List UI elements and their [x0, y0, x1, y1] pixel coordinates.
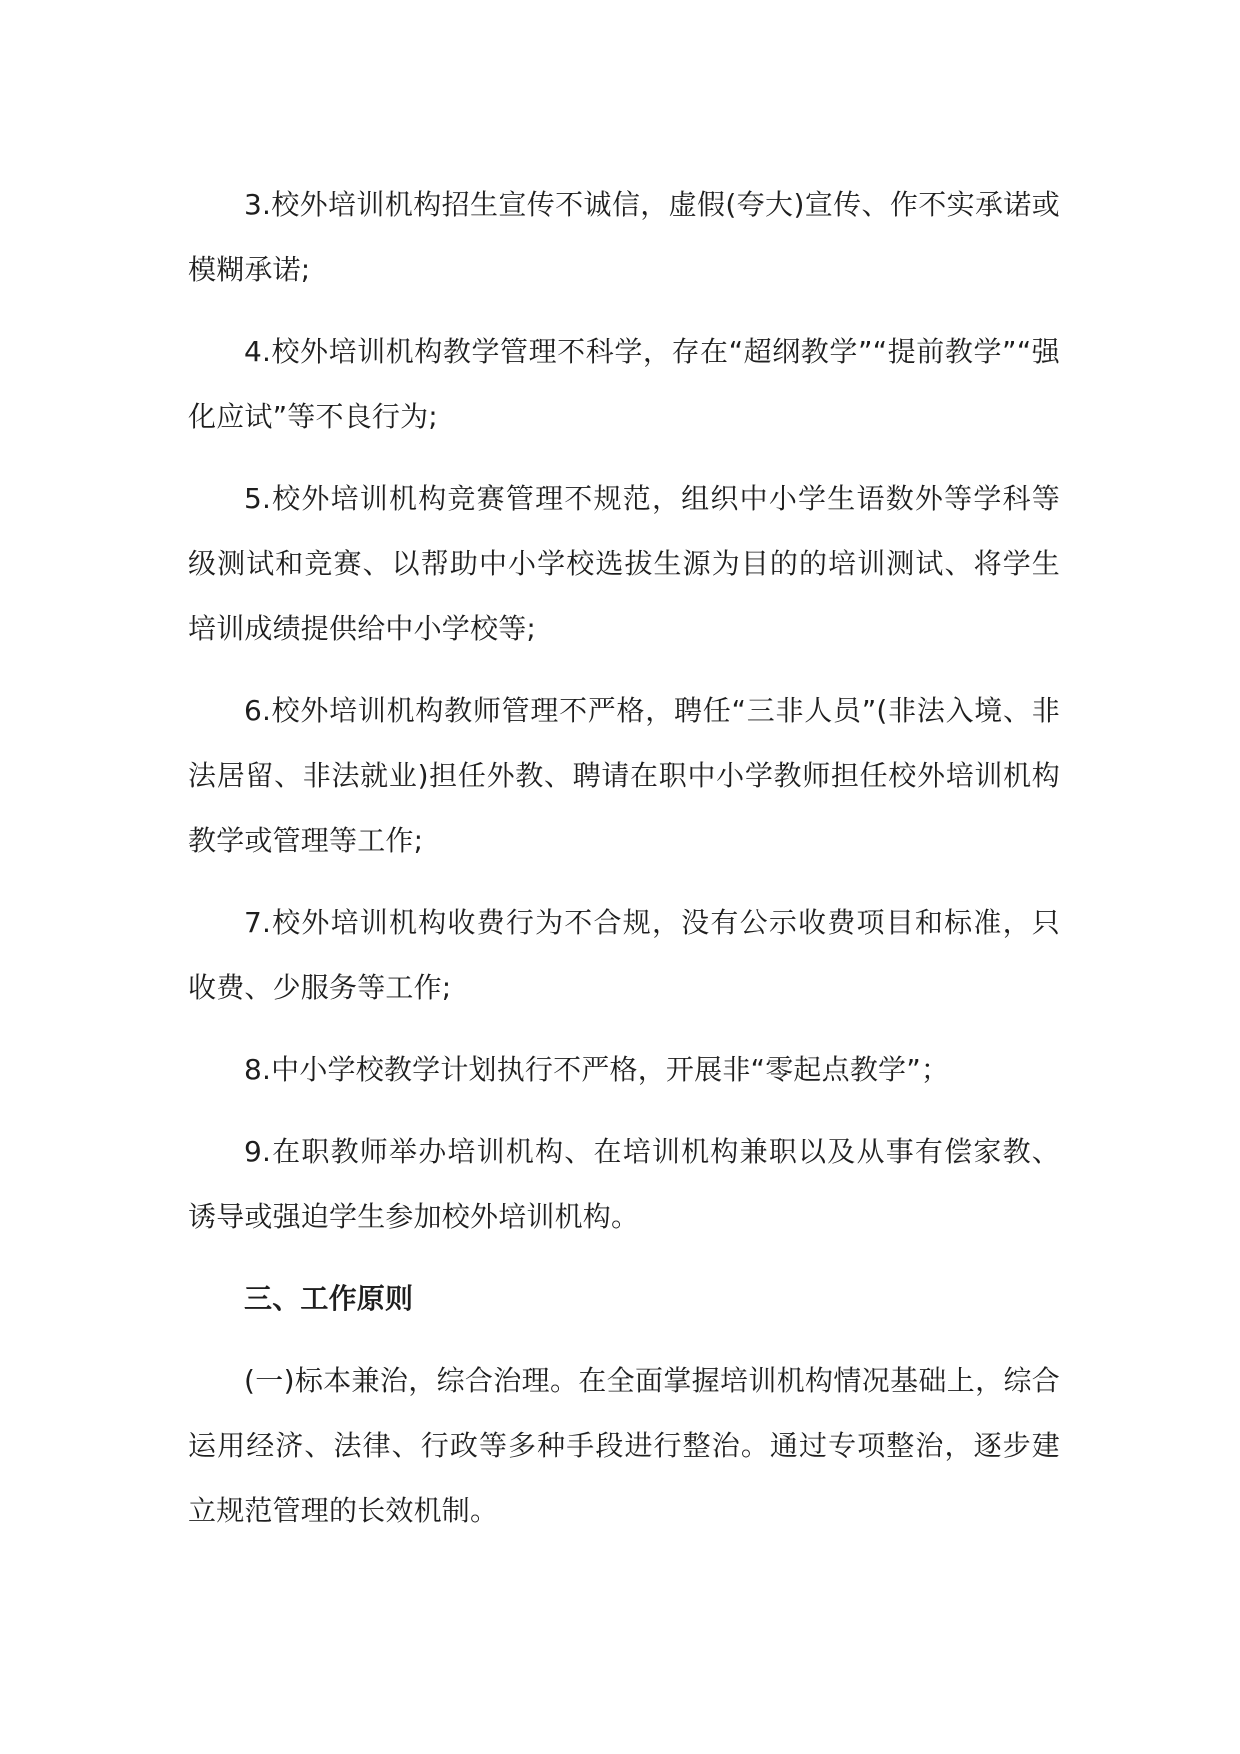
item-9: 9.在职教师举办培训机构、在培训机构兼职以及从事有偿家教、诱导或强迫学生参加校外培训机构。	[188, 1135, 1060, 1233]
principle-1: (一)标本兼治，综合治理。在全面掌握培训机构情况基础上，综合运用经济、法律、行政等多种手段进行整治。通过专项整治，逐步建立规范管理的长效机制。	[188, 1364, 1060, 1527]
item-8: 8.中小学校教学计划执行不严格，开展非“零起点教学”；	[244, 1053, 950, 1086]
item-7: 7.校外培训机构收费行为不合规，没有公示收费项目和标准，只收费、少服务等工作;	[188, 906, 1060, 1004]
item-3: 3.校外培训机构招生宣传不诚信，虚假(夸大)宣传、作不实承诺或模糊承诺;	[188, 188, 1060, 286]
section-heading: 三、工作原则	[244, 1282, 414, 1315]
item-6: 6.校外培训机构教师管理不严格，聘任“三非人员”(非法入境、非法居留、非法就业)担任外教、聘请在职中小学教师担任校外培训机构教学或管理等工作;	[188, 694, 1060, 857]
item-4: 4.校外培训机构教学管理不科学，存在“超纲教学”“提前教学”“强化应试”等不良行为;	[188, 335, 1060, 433]
document-page	[188, 172, 1060, 1560]
item-5: 5.校外培训机构竞赛管理不规范，组织中小学生语数外等学科等级测试和竞赛、以帮助中小学校选拔生源为目的的培训测试、将学生培训成绩提供给中小学校等;	[188, 482, 1060, 645]
